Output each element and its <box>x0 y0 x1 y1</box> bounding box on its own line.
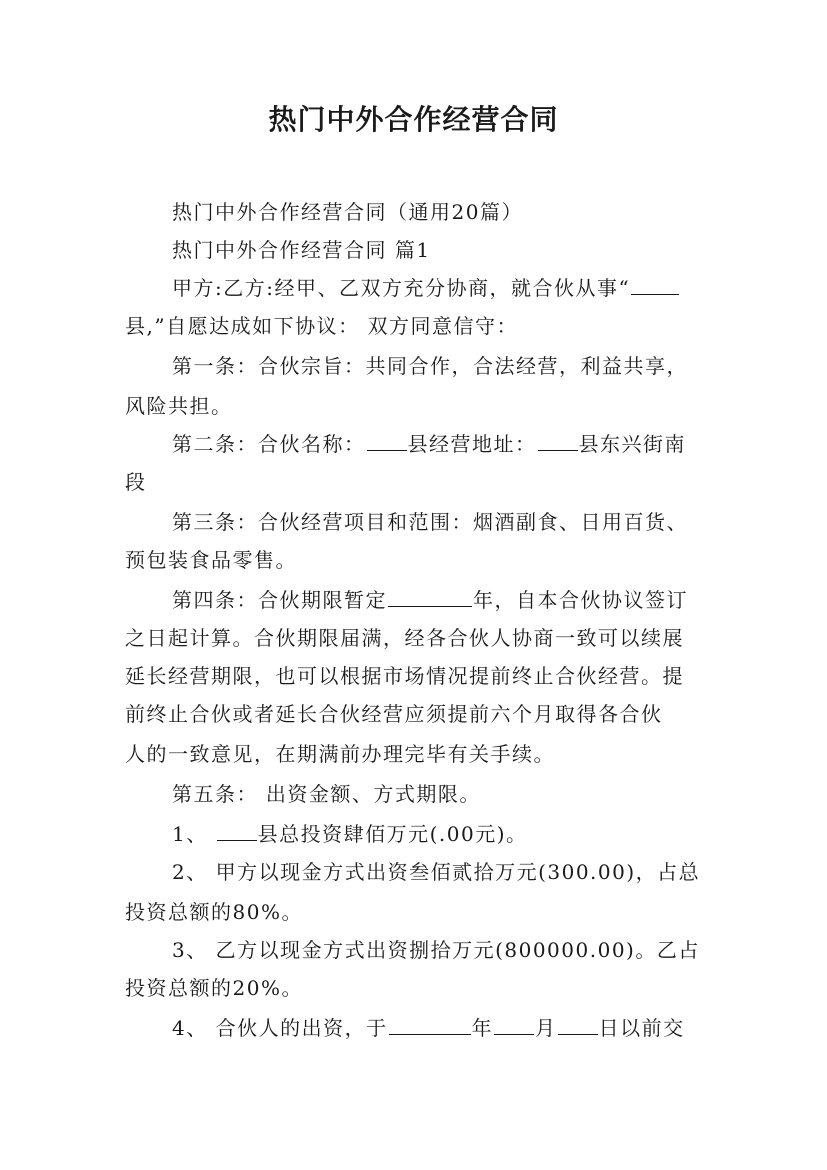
article-2-line-2: 段 <box>125 470 147 494</box>
text-segment: 第四条：合伙期限暂定 <box>172 588 387 612</box>
item-3-line-1: 3、 乙方以现金方式出资捌拾万元(800000.00)。乙占 <box>172 938 700 962</box>
item-3-line-2: 投资总额的20%。 <box>125 976 303 1000</box>
text-segment: 4、 合伙人的出资，于 <box>172 1016 388 1040</box>
text-segment: 1、 <box>172 822 216 846</box>
article-4-line-1 <box>172 586 688 614</box>
article-3-line-2: 预包装食品零售。 <box>125 548 297 572</box>
blank-field <box>388 588 472 607</box>
text-segment: 年 <box>471 1016 494 1040</box>
paragraph-intro-line-1 <box>172 274 680 302</box>
text-segment: 县总投资肆佰万元(.00元)。 <box>257 822 528 846</box>
blank-field <box>631 276 679 295</box>
document-title: 热门中外合作经营合同 <box>268 103 559 136</box>
article-4-line-2: 之日起计算。合伙期限届满，经各合伙人协商一致可以续展 <box>125 626 684 650</box>
text-segment: 月 <box>535 1016 557 1040</box>
paragraph-intro-line-2: 县,”自愿达成如下协议： 双方同意信守： <box>125 314 518 338</box>
item-4-line-1 <box>172 1014 685 1042</box>
article-4-line-4: 前终止合伙或者延长合伙经营应须提前六个月取得各合伙 <box>125 702 663 726</box>
text-segment: 县经营地址： <box>407 432 537 456</box>
blank-field <box>217 822 257 841</box>
blank-field <box>558 1016 598 1035</box>
item-2-line-1: 2、 甲方以现金方式出资叁佰贰拾万元(300.00)，占总 <box>172 860 701 884</box>
article-2-line-1 <box>172 430 686 458</box>
text-segment: 第二条：合伙名称： <box>172 432 366 456</box>
article-1-line-1: 第一条：合伙宗旨：共同合作，合法经营，利益共享， <box>172 354 688 378</box>
article-5-heading: 第五条： 出资金额、方式期限。 <box>172 782 481 806</box>
text-segment: 年，自本合伙协议签订 <box>473 588 688 612</box>
article-1-line-2: 风险共担。 <box>125 394 233 418</box>
item-2-line-2: 投资总额的80%。 <box>125 900 303 924</box>
part-heading: 热门中外合作经营合同 篇1 <box>172 238 431 262</box>
article-4-line-5: 人的一致意见，在期满前办理完毕有关手续。 <box>125 742 555 766</box>
blank-field <box>367 432 407 451</box>
blank-field <box>494 1016 534 1035</box>
item-1 <box>172 820 528 848</box>
document-subtitle: 热门中外合作经营合同（通用20篇） <box>172 200 523 224</box>
text-segment: 县东兴街南 <box>578 432 686 456</box>
article-3-line-1: 第三条：合伙经营项目和范围：烟酒副食、日用百货、 <box>172 510 688 534</box>
text-segment: 甲方:乙方:经甲、乙双方充分协商，就合伙从事“ <box>172 276 631 300</box>
blank-field <box>389 1016 471 1035</box>
text-segment: 日以前交 <box>598 1016 685 1040</box>
blank-field <box>538 432 578 451</box>
article-4-line-3: 延长经营期限，也可以根据市场情况提前终止合伙经营。提 <box>125 664 684 688</box>
